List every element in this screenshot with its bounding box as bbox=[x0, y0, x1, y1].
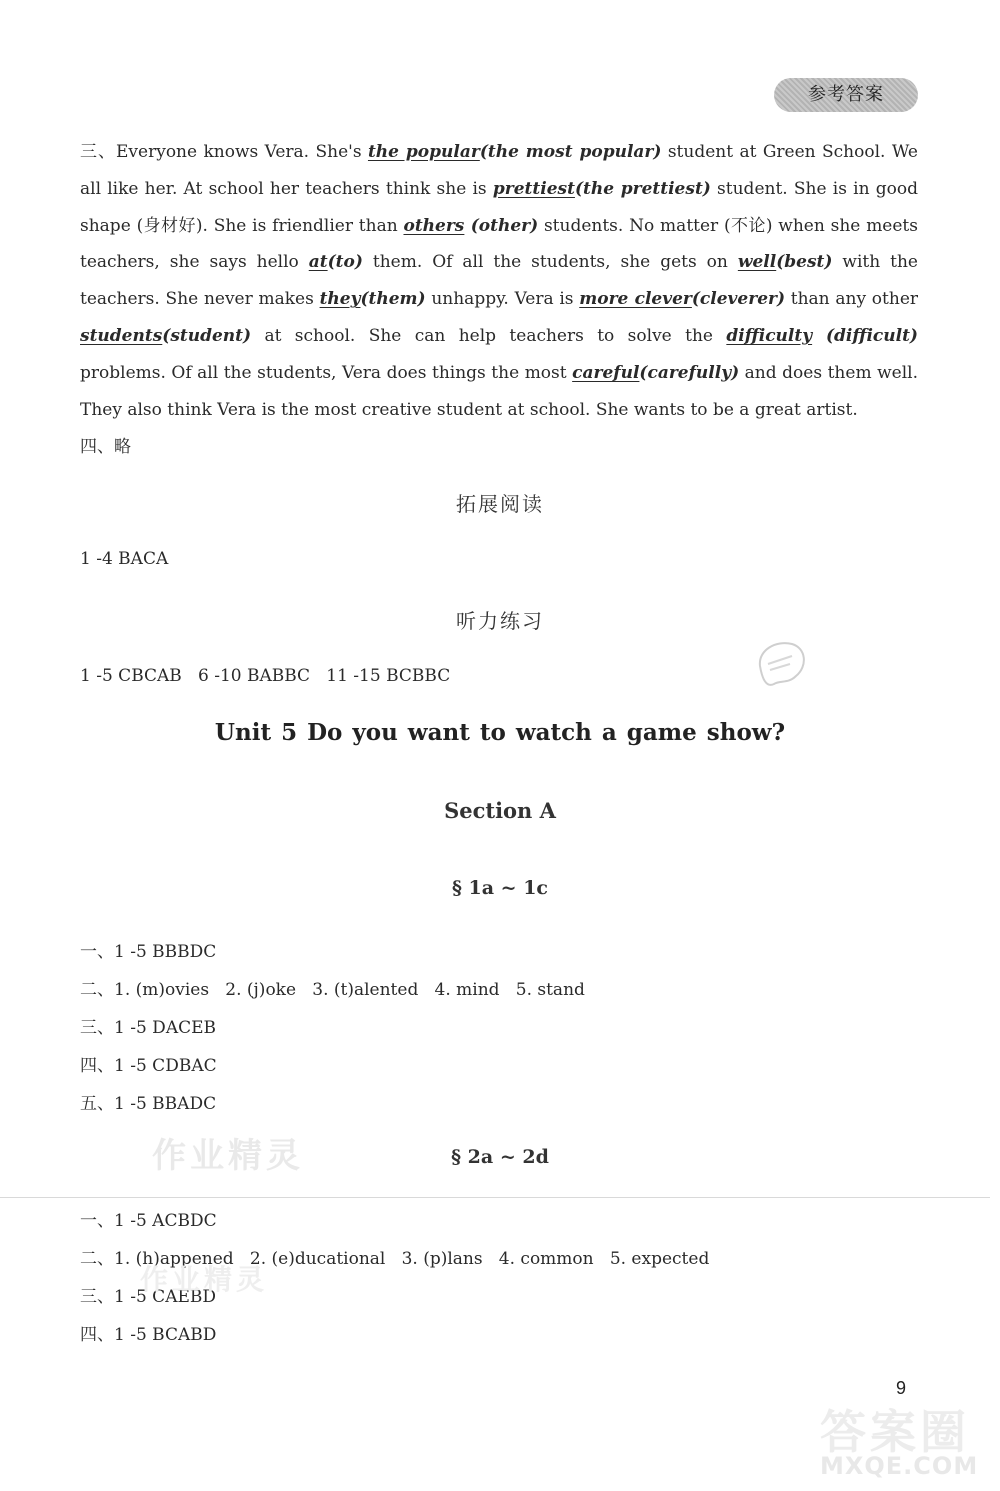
correction-9: (difficult) bbox=[812, 325, 918, 346]
exercise-4-answer: 四、略 bbox=[80, 437, 131, 457]
section-title: Section A bbox=[444, 798, 556, 823]
part1-line-2: 二、1. (m)ovies 2. (j)oke 3. (t)alented 4. mind 5. stand bbox=[80, 980, 585, 1000]
answer-5: well bbox=[737, 252, 777, 273]
answer-2: prettiest bbox=[492, 178, 575, 199]
part-2a-2d-heading: § 2a ~ 2d bbox=[451, 1146, 549, 1168]
correction-7: (cleverer) bbox=[691, 289, 786, 310]
part1-line-1: 一、1 -5 BBBDC bbox=[80, 942, 217, 962]
correction-2: (the prettiest) bbox=[574, 178, 711, 199]
part1-line-4: 四、1 -5 CDBAC bbox=[80, 1056, 217, 1076]
watermark-text: 作业精灵 bbox=[152, 1136, 304, 1176]
unit-title: Unit 5 Do you want to watch a game show? bbox=[214, 719, 786, 746]
correction-4: (to) bbox=[327, 252, 363, 273]
part1-line-5: 五、1 -5 BBADC bbox=[80, 1094, 217, 1114]
part2-line-2: 二、1. (h)appened 2. (e)ducational 3. (p)lans 4. common 5. expected bbox=[80, 1249, 710, 1269]
part2-line-1: 一、1 -5 ACBDC bbox=[80, 1211, 217, 1231]
answer-3: others bbox=[403, 215, 465, 236]
divider-line bbox=[0, 1197, 990, 1198]
page-number: 9 bbox=[896, 1378, 907, 1398]
watermark-text-2: 作业精灵 bbox=[140, 1263, 269, 1296]
answer-10: careful bbox=[572, 362, 640, 383]
answer-key-badge: 参考答案 bbox=[774, 78, 918, 112]
correction-5: (best) bbox=[776, 252, 833, 273]
listening-heading: 听力练习 bbox=[456, 609, 544, 633]
part2-line-4: 四、1 -5 BCABD bbox=[80, 1325, 217, 1345]
correction-3: (other) bbox=[464, 215, 539, 236]
correction-10: (carefully) bbox=[639, 362, 740, 383]
listening-answers: 1 -5 CBCAB 6 -10 BABBC 11 -15 BCBBC bbox=[80, 666, 451, 686]
answer-8: students bbox=[80, 325, 163, 346]
extended-reading-heading: 拓展阅读 bbox=[456, 492, 544, 516]
answer-7: more clever bbox=[579, 289, 692, 310]
answer-9: difficulty bbox=[726, 325, 813, 346]
stamp-mark bbox=[752, 636, 810, 688]
part-1a-1c-heading: § 1a ~ 1c bbox=[451, 877, 549, 899]
answer-1: the popular bbox=[367, 142, 480, 162]
answer-6: they bbox=[319, 289, 361, 310]
site-watermark-url: MXQE.COM bbox=[820, 1452, 979, 1480]
answer-4: at bbox=[308, 252, 328, 273]
part2-line-3: 三、1 -5 CAEBD bbox=[80, 1287, 216, 1307]
extended-reading-answers: 1 -4 BACA bbox=[80, 549, 169, 569]
site-watermark-logo: 答案圈 bbox=[820, 1405, 970, 1459]
exercise-3-passage: 三、Everyone knows Vera. She's the popular(the most popular) student at Green School. We all like her. At school her teachers think she is prettiest(the prettiest) student. She is in good shape (身材好). She is friendlier than others (other) students. No matter (不论) when she meets teachers, she says hello at(to) them. Of all the students, she gets on well(best) with the teachers. She never makes they(them) unhappy. Vera is more clever(cleverer) than any other students(student) at school. She can help teachers to solve the difficulty (difficult) problems. Of all the students, Vera does things the most careful(carefully) and does them well. They also think Vera is the most creative student at school. She wants to be a great artist. bbox=[80, 142, 919, 420]
correction-8: (student) bbox=[162, 325, 252, 346]
correction-1: (the most popular) bbox=[479, 142, 662, 162]
correction-6: (them) bbox=[360, 289, 426, 310]
part1-line-3: 三、1 -5 DACEB bbox=[80, 1018, 216, 1038]
